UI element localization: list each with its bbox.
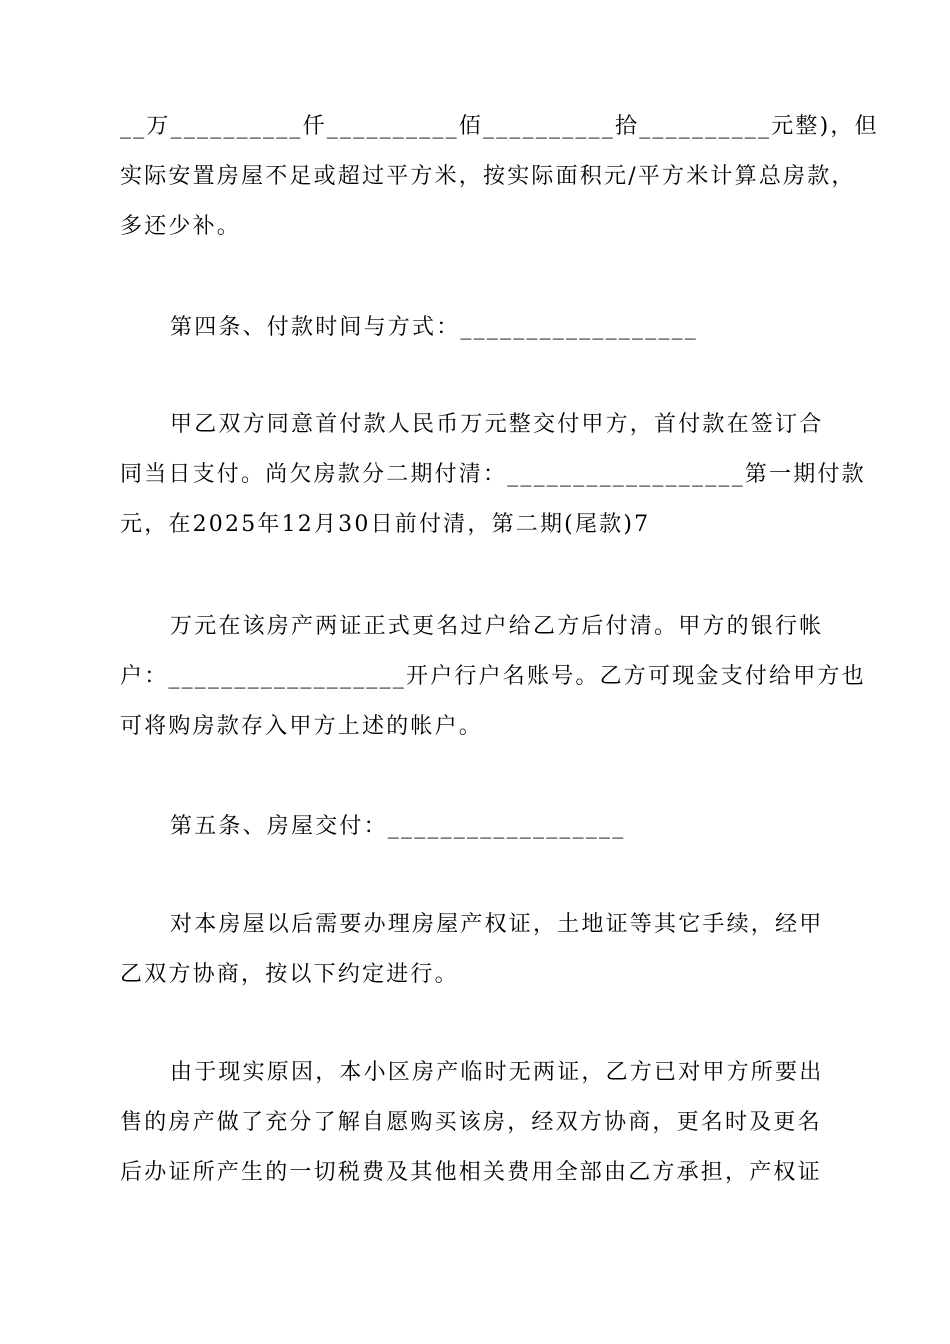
text-line: 乙双方协商，按以下约定进行。 xyxy=(120,962,459,987)
text-line: 实际安置房屋不足或超过平方米，按实际面积元/平方米计算总房款， xyxy=(120,164,856,189)
article-5-heading: 第五条、房屋交付：__________________ xyxy=(170,814,626,839)
text-line: 可将购房款存入甲方上述的帐户。 xyxy=(120,714,484,739)
text-line: 对本房屋以后需要办理房屋产权证，土地证等其它手续，经甲 xyxy=(170,912,824,937)
text-line: 同当日支付。尚欠房款分二期付清：__________________第一期付款 xyxy=(120,462,866,487)
text-line: __万__________仟__________佰__________拾__________元整)，但 xyxy=(120,114,879,139)
text-line: 多还少补。 xyxy=(120,214,242,239)
text-line: 户：__________________开户行户名账号。乙方可现金支付给甲方也 xyxy=(120,664,866,689)
text-line: 由于现实原因，本小区房产临时无两证，乙方已对甲方所要出 xyxy=(170,1060,824,1085)
text-line: 元，在2025年12月30日前付清，第二期(尾款)7 xyxy=(120,512,651,537)
text-line: 万元在该房产两证正式更名过户给乙方后付清。甲方的银行帐 xyxy=(170,614,824,639)
text-line: 售的房产做了充分了解自愿购买该房，经双方协商，更名时及更名 xyxy=(120,1110,822,1135)
text-line: 后办证所产生的一切税费及其他相关费用全部由乙方承担，产权证 xyxy=(120,1160,822,1185)
article-4-heading: 第四条、付款时间与方式：__________________ xyxy=(170,315,699,340)
text-line: 甲乙双方同意首付款人民币万元整交付甲方，首付款在签订合 xyxy=(170,412,824,437)
